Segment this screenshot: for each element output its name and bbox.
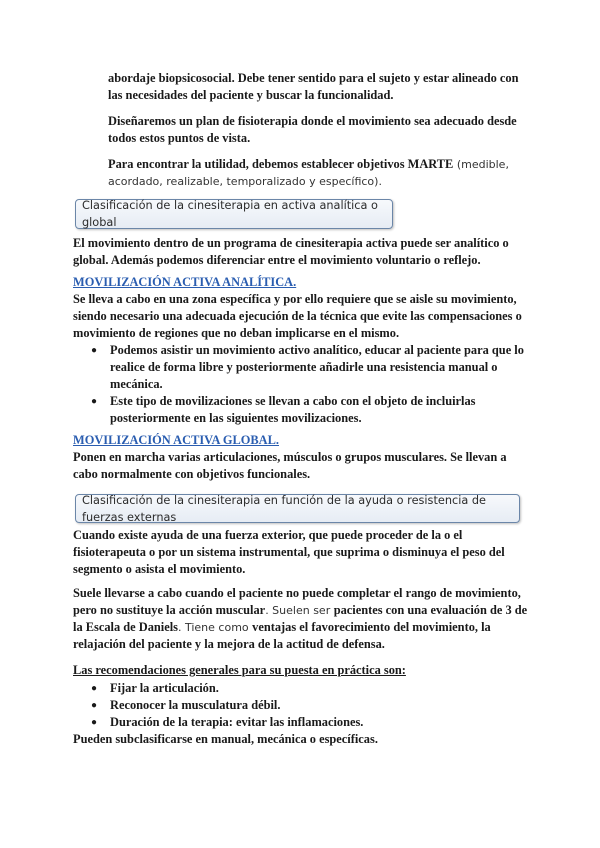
list-item: ● Podemos asistir un movimiento activo analítico, educar al paciente para que lo realice de forma libre y posteriormente añadirle una resistencia manual o mecánica. — [91, 343, 524, 391]
paragraph-biopsicosocial: abordaje biopsicosocial. Debe tener sentido para el sujeto y estar alineado con las necesidades del paciente y buscar la funcionalidad. — [108, 71, 519, 102]
bullet-list-analitica — [73, 342, 533, 427]
section-heading-box-analitica-global — [75, 199, 393, 229]
paragraph-analitica-desc: Se lleva a cabo en una zona específica y por ello requiere que se aisle su movimiento, siendo necesario una adecuada ejecución de la técnica que evite las compensaciones o movimiento de regiones que no deban implicarse en el mismo. — [73, 292, 522, 340]
link-movilizacion-analitica[interactable]: MOVILIZACIÓN ACTIVA ANALÍTICA. — [73, 275, 297, 289]
list-item: ● Duración de la terapia: evitar las inflamaciones. — [91, 715, 364, 729]
bullet-dot-icon: ● — [91, 396, 98, 407]
bullet-dot-icon: ● — [91, 345, 98, 356]
paragraph-global-desc: Ponen en marcha varias articulaciones, músculos o grupos musculares. Se llevan a cabo normalmente con objetivos funcionales. — [73, 450, 507, 481]
paragraph-objetivos-marte — [108, 156, 533, 190]
paragraph-plan-fisioterapia: Diseñaremos un plan de fisioterapia donde el movimiento sea adecuado desde todos estos puntos de vista. — [108, 114, 517, 145]
list-item: ● Este tipo de movilizaciones se llevan a cabo con el objeto de incluirlas posteriormente en las siguientes movilizaciones. — [91, 394, 476, 425]
section-heading-box-ayuda-resistencia — [75, 494, 520, 523]
list-item: ● Fijar la articulación. — [91, 681, 219, 695]
subheading-global[interactable] — [73, 432, 533, 449]
link-movilizacion-global[interactable]: MOVILIZACIÓN ACTIVA GLOBAL. — [73, 433, 279, 447]
paragraph-recomendaciones-title: Las recomendaciones generales para su puesta en práctica son: — [73, 663, 406, 677]
marte-definition: (medible, acordado, realizable, temporalizado y específico). — [108, 158, 509, 188]
paragraph-daniels: Suele llevarse a cabo cuando el paciente no puede completar el rango de movimiento, pero no sustituye la acción muscular. Suelen ser pacientes con una evaluación de 3 de la Escala de Daniels. Tiene como ventajas el favorecimiento del movimiento, la relajación del paciente y la mejora de la actitud de defensa. — [73, 586, 528, 651]
paragraph-subclasificacion: Pueden subclasificarse en manual, mecánica o específicas. — [73, 732, 378, 746]
paragraph-ayuda-exterior: Cuando existe ayuda de una fuerza exterior, que puede proceder de la o el fisioterapeuta o por un sistema instrumental, que suprima o disminuya el peso del segmento o asista el movimiento. — [73, 528, 505, 576]
marte-text: Para encontrar la utilidad, debemos establecer objetivos MARTE — [108, 157, 454, 171]
section-heading-text: Clasificación de la cinesiterapia en activa analítica o global — [82, 199, 378, 229]
list-item: ● Reconocer la musculatura débil. — [91, 698, 281, 712]
bullet-dot-icon: ● — [91, 683, 98, 694]
subheading-analitica[interactable] — [73, 274, 533, 291]
bullet-dot-icon: ● — [91, 700, 98, 711]
bullet-list-recomendaciones — [73, 680, 533, 731]
bullet-dot-icon: ● — [91, 717, 98, 728]
section-heading-text: Clasificación de la cinesiterapia en función de la ayuda o resistencia de fuerzas externas — [82, 493, 486, 524]
paragraph-analitico-global: El movimiento dentro de un programa de cinesiterapia activa puede ser analítico o global. Además podemos diferenciar entre el movimiento voluntario o reflejo. — [73, 236, 509, 267]
